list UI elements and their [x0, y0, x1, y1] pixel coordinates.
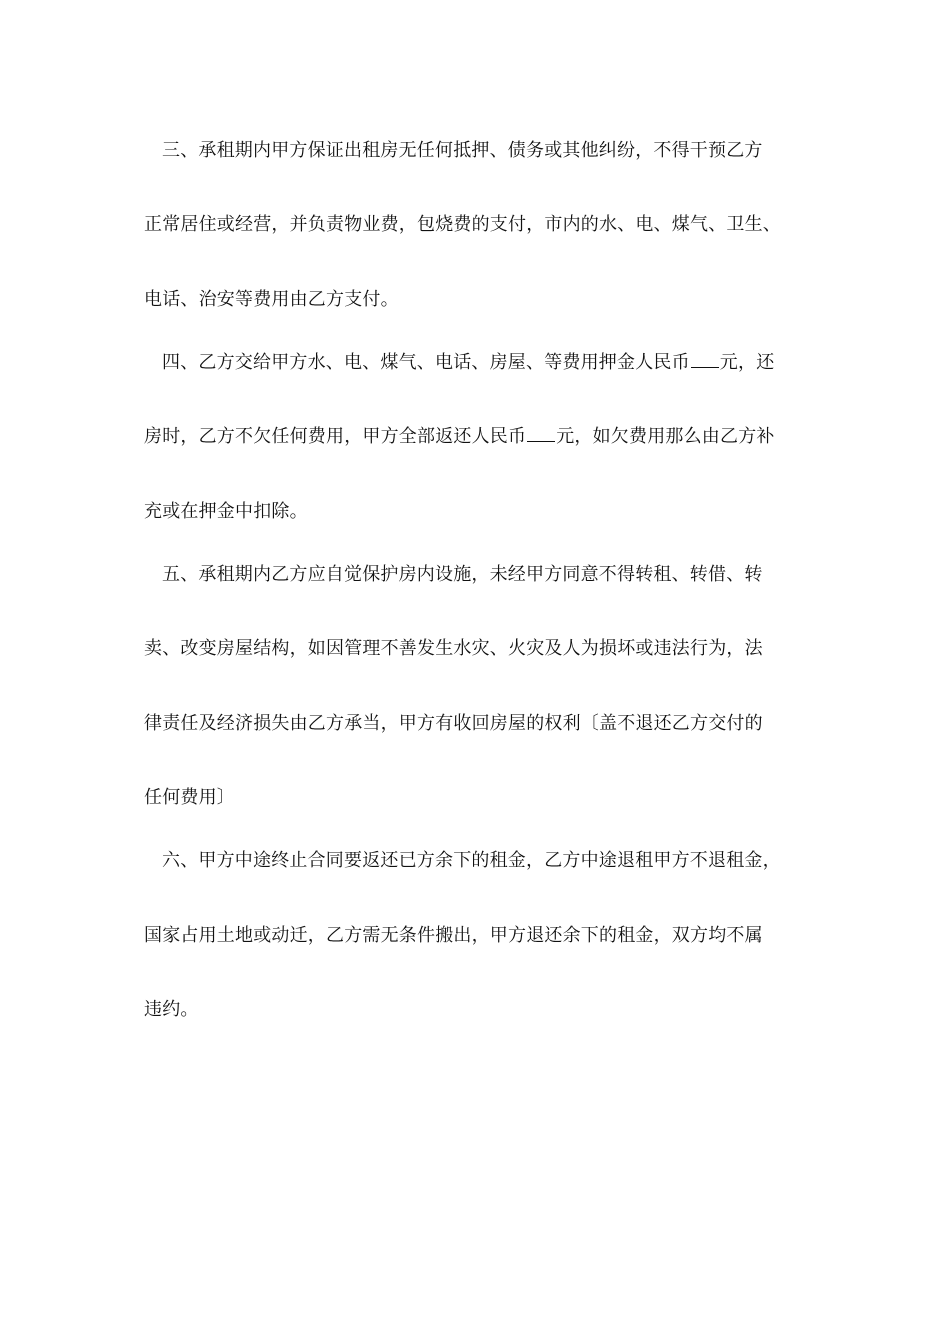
- clause-6-line-1: 六、甲方中途终止合同要返还已方余下的租金，乙方中途退租甲方不退租金，: [162, 850, 781, 871]
- clause-6-line-2: 国家占用土地或动迁，乙方需无条件搬出，甲方退还余下的租金，双方均不属: [144, 925, 763, 946]
- clause-5-line-4: 任何费用〕: [144, 787, 235, 808]
- clause-4-line-2-text-a: 房时，乙方不欠任何费用，甲方全部返还人民币: [144, 426, 527, 447]
- clause-4-line-2-text-b: 元，如欠费用那么由乙方补: [556, 426, 775, 447]
- clause-5-line-2: 卖、改变房屋结构，如因管理不善发生水灾、火灾及人为损坏或违法行为，法: [144, 638, 763, 659]
- clause-6-line-3: 违约。: [144, 999, 199, 1020]
- clause-3-line-1: 三、承租期内甲方保证出租房无任何抵押、债务或其他纠纷，不得干预乙方: [162, 140, 763, 161]
- clause-3-line-2: 正常居住或经营，并负责物业费，包烧费的支付，市内的水、电、煤气、卫生、: [144, 214, 781, 235]
- clause-4-line-1-text-a: 四、乙方交给甲方水、电、煤气、电话、房屋、等费用押金人民币: [162, 352, 690, 373]
- clause-5-line-1: 五、承租期内乙方应自觉保护房内设施，未经甲方同意不得转租、转借、转: [162, 564, 763, 585]
- deposit-amount-blank: [691, 351, 719, 368]
- clause-4-line-1: [162, 351, 774, 375]
- clause-5-line-3: 律责任及经济损失由乙方承当，甲方有收回房屋的权利〔盖不退还乙方交付的: [144, 713, 763, 734]
- refund-amount-blank: [527, 425, 555, 442]
- clause-4-line-1-text-b: 元，还: [719, 352, 775, 373]
- clause-4-line-3: 充或在押金中扣除。: [144, 501, 308, 522]
- clause-4-line-2: [144, 425, 775, 449]
- clause-3-line-3: 电话、治安等费用由乙方支付。: [144, 289, 399, 310]
